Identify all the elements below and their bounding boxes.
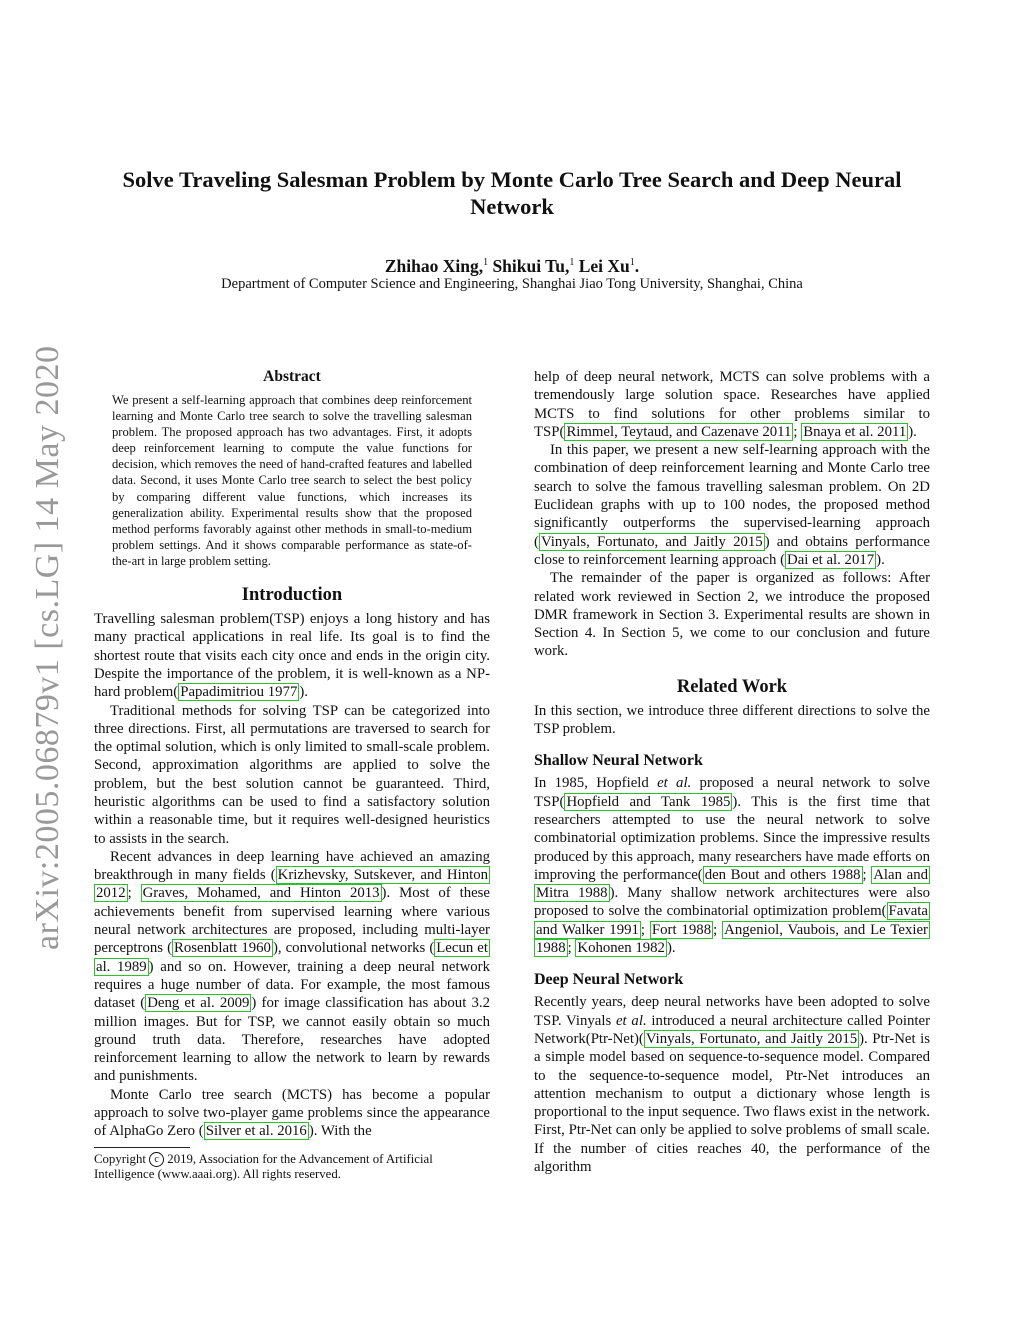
right-column — [534, 368, 930, 1176]
citation-link[interactable]: Angeniol, Vaubois, and Le Texier 1988 — [536, 921, 928, 957]
citation-link[interactable]: Bnaya et al. 2011 — [803, 423, 907, 440]
abstract-text: We present a self-learning approach that combines deep reinforcement learning and Monte Carlo tree search to solve the travelling salesman problem. The proposed approach has two advantages. First, it adopts deep reinforcement learning to compute the value functions for decision, which removes the need of hand-crafted features and labelled data. Second, it uses Monte Carlo tree search to select the best policy by comparing different value functions, which increases its generalization ability. Experimental results show that the proposed method performs favorably against other methods in small-to-medium problem settings. And it shows comparable performance as state-of-the-art in large problem setting. — [112, 393, 472, 568]
deep-nn-paragraph: Recently years, deep neural networks have been adopted to solve TSP. Vinyals et al. introduced a neural architecture called Pointer Network(Ptr-Net)( Vinyals, Fortunato, and Jaitly 2015 ). Ptr-Net is a simple model based on sequence-to-sequence model. Compared to the sequence-to-sequence model, Ptr-Net introduces an attention mechanism to output a dictionary whose length is proportional to the input sequence. Two flaws exist in the network. First, Ptr-Net can only be applied to solve problems of small scale. If the number of cities reaches 40, the performance of the algorithm — [534, 994, 930, 1175]
intro-paragraph-2: Traditional methods for solving TSP can be categorized into three directions. First, all permutations are traversed to search for the optimal solution, which is only limited to small-scale problem. Second, approximation algorithms are applied to solve the problem, but the best solution cannot be guaranteed. Third, heuristic algorithms can be used to find a satisfactory solution within a reasonable time, but it requires well-designed heuristics to assists in the search. — [94, 702, 490, 847]
citation-link[interactable]: Favata and Walker 1991 — [536, 903, 928, 938]
citation-link[interactable]: Vinyals, Fortunato, and Jaitly 2015 — [540, 533, 763, 550]
citation-link[interactable]: Kohonen 1982 — [577, 940, 665, 957]
citation-link[interactable]: Lecun et al. 1989 — [96, 940, 488, 975]
related-work-heading: Related Work — [676, 676, 788, 697]
citation-link[interactable]: Silver et al. 2016 — [205, 1123, 307, 1140]
paper-title — [80, 166, 944, 220]
arxiv-stamp-text: arXiv:2005.06879v1 [cs.LG] 14 May 2020 — [29, 345, 66, 950]
citation-link[interactable]: Fort 1988 — [651, 921, 712, 938]
author-list — [80, 256, 944, 277]
shallow-nn-heading: Shallow Neural Network — [534, 752, 703, 770]
copyright-symbol: c — [149, 1152, 164, 1167]
author-name: Shikui Tu, — [492, 256, 570, 276]
author-list-end: . — [634, 256, 640, 276]
citation-link[interactable]: Dai et al. 2017 — [787, 551, 875, 568]
citation-link[interactable]: Papadimitriou 1977 — [180, 684, 298, 701]
abstract-heading: Abstract — [263, 368, 321, 385]
deep-nn-heading: Deep Neural Network — [534, 971, 684, 989]
paper-title-line-2: Network — [470, 194, 554, 219]
author-affiliation-mark: 1 — [629, 257, 635, 269]
citation-link[interactable]: Alan and Mitra 1988 — [536, 866, 929, 902]
author-name: Lei Xu — [578, 256, 630, 276]
citation-link[interactable]: Hopfield and Tank 1985 — [566, 793, 731, 810]
intro-paragraph-7: The remainder of the paper is organized as follows: After related work reviewed in Section 2, we introduce the proposed DMR framework in Section 3. Experimental results are shown in Section 4. In Section 5, we come to our conclusion and future work. — [534, 570, 930, 660]
intro-paragraph-4: Monte Carlo tree search (MCTS) has become a popular approach to solve two-player game problems since the appearance of AlphaGo Zero ( Silver et al. 2016 ). With the — [94, 1086, 490, 1140]
citation-link[interactable]: Vinyals, Fortunato, and Jaitly 2015 — [645, 1030, 858, 1047]
arxiv-stamp — [22, 340, 74, 950]
citation-link[interactable]: Rosenblatt 1960 — [174, 940, 271, 957]
citation-link[interactable]: Deng et al. 2009 — [147, 995, 250, 1012]
intro-paragraph-1: Travelling salesman problem(TSP) enjoys a long history and has many practical applications in real life. Its goal is to find the shortest route that visits each city once and ends in the origin city. Despite the importance of the problem, it is well-known as a NP-hard problem( Papadimitriou 1977 ). — [94, 611, 490, 701]
author-name: Zhihao Xing, — [384, 256, 484, 276]
affiliation: Department of Computer Science and Engineering, Shanghai Jiao Tong University, Shanghai, China — [221, 276, 803, 292]
citation-link[interactable]: Rimmel, Teytaud, and Cazenave 2011 — [566, 423, 792, 440]
related-work-paragraph: In this section, we introduce three different directions to solve the TSP problem. — [534, 702, 930, 738]
paper-title-line-1: Solve Traveling Salesman Problem by Monte Carlo Tree Search and Deep Neural — [122, 167, 902, 192]
introduction-heading: Introduction — [241, 585, 343, 606]
author-affiliation-mark: 1 — [569, 257, 575, 269]
intro-paragraph-6: In this paper, we present a new self-learning approach with the combination of deep reinforcement learning and Monte Carlo tree search to solve the famous travelling salesman problem. On 2D Euclidean graphs with up to 100 nodes, the proposed method significantly outperforms the supervised-learning approach ( Vinyals, Fortunato, and Jaitly 2015 ) and obtains performance close to reinforcement learning approach ( Dai et al. 2017 ). — [534, 442, 930, 568]
citation-link[interactable]: Krizhevsky, Sutskever, and Hinton 2012 — [96, 867, 488, 902]
citation-link[interactable]: Graves, Mohamed, and Hinton 2013 — [142, 885, 380, 902]
footnote-rule — [94, 1147, 190, 1148]
author-affiliation-mark: 1 — [483, 257, 489, 269]
intro-paragraph-5: help of deep neural network, MCTS can solve problems with a tremendously large solution space. Researches have applied MCTS to find solutions for other problems similar to TSP( Rimmel, Teytaud, and Cazenave 2011 ; Bnaya et al. 2011 ). — [534, 369, 930, 440]
shallow-nn-paragraph: In 1985, Hopfield et al. proposed a neural network to solve TSP( Hopfield and Tank 1985 ). This is the first time that researchers attempted to use the neural network to solve combinatorial optimization problems. Since the impressive results produced by this approach, many researchers have made efforts on improving the performance( den Bout and others 1988 ; Alan and Mitra 1988 ). Many shallow network architectures were also proposed to solve the combinatorial optimization problem( Favata and Walker 1991 ; Fort 1988 ; Angeniol, Vaubois, and Le Texier 1988 ; Kohonen 1982 ). — [534, 775, 931, 957]
copyright-footnote: Copyright c 2019, Association for the Advancement of Artificial Intelligence (www.aaai.org). All rights reserved. — [94, 1151, 433, 1182]
intro-paragraph-3: Recent advances in deep learning have achieved an amazing breakthrough in many fields ( Krizhevsky, Sutskever, and Hinton 2012 ; Graves, Mohamed, and Hinton 2013 ). Most of these achievements benefit from supervised learning where various neural network architectures are proposed, including multi-layer perceptrons ( Rosenblatt 1960 ), convolutional networks ( Lecun et al. 1989 ) and so on. However, training a deep neural network requires a huge number of data. For example, the most famous dataset ( Deng et al. 2009 ) for image classification has about 3.2 million images. But for TSP, we cannot easily obtain so much ground truth data. Therefore, researches have adopted reinforcement learning to allow the network to learn by rewards and punishments. — [94, 848, 491, 1085]
citation-link[interactable]: den Bout and others 1988 — [704, 866, 861, 883]
left-column — [94, 368, 490, 1183]
